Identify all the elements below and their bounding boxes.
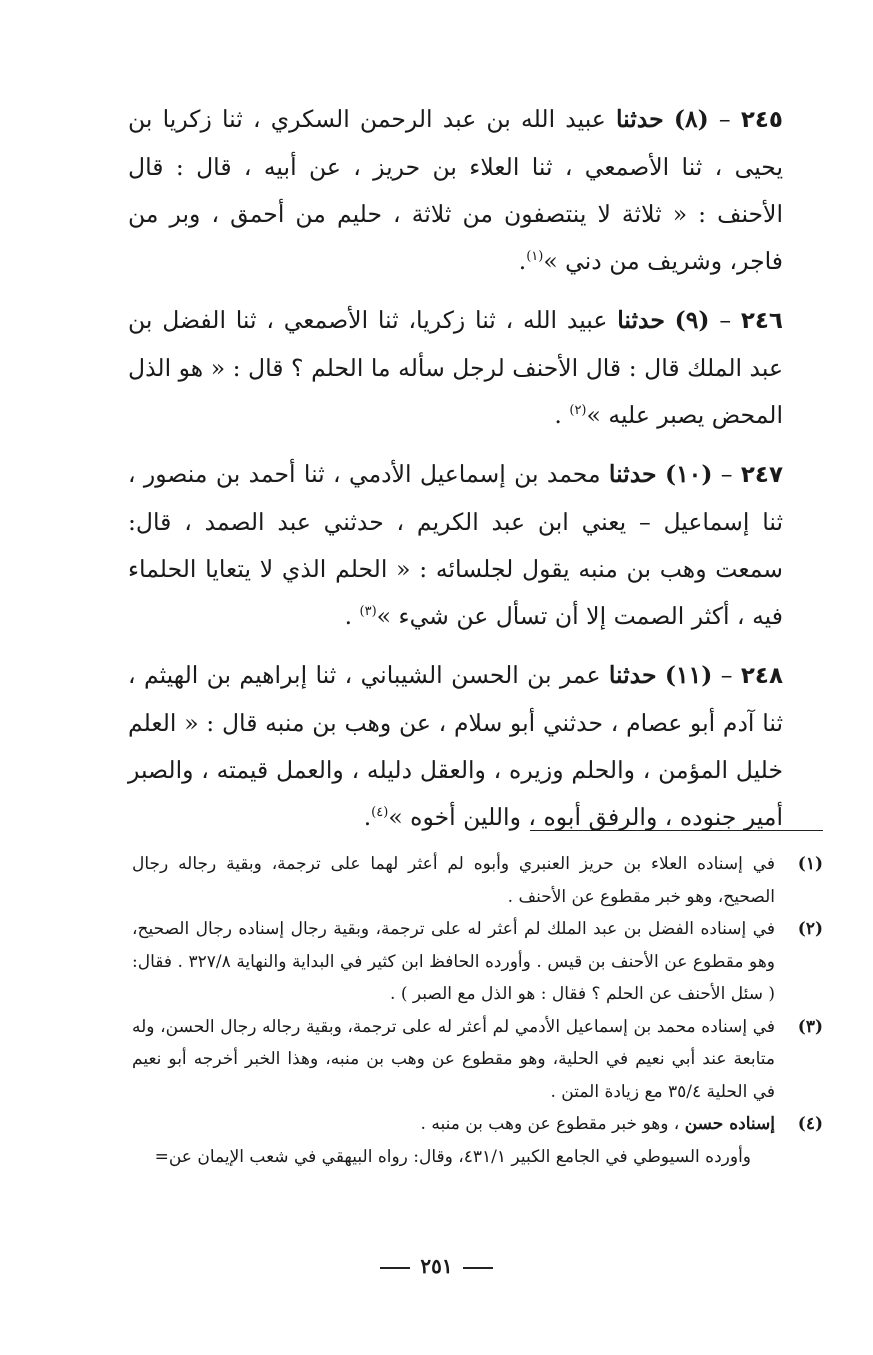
footnote-continuation: وأورده السيوطي في الجامع الكبير ٤٣١/١، وقال: رواه البيهقي في شعب الإيمان عن= — [154, 1146, 751, 1167]
page-number-dash-right — [380, 1267, 410, 1269]
footnote-ref: (٣) — [359, 604, 377, 620]
main-text — [128, 96, 783, 853]
footnote-ref: (٢) — [569, 403, 587, 419]
page-number-value: ٢٥١ — [420, 1254, 453, 1278]
entry-sequence: (٩) — [674, 306, 710, 334]
entry-text: عبيد الله ، ثنا زكريا، ثنا الأصمعي ، ثنا الفضل بن عبد الملك قال : قال الأحنف لرجل سأله ما الحلم ؟ قال : « هو الذل المحض يصبر عليه » — [128, 306, 783, 429]
footnote-1 — [132, 848, 823, 913]
entry-end: . — [363, 803, 372, 831]
footnote-mark: (٣) — [797, 1016, 823, 1037]
entry-text: عمر بن الحسن الشيباني ، ثنا إبراهيم بن الهيثم ، ثنا آدم أبو عصام ، حدثني أبو سلام ، عن وهب بن منبه قال : « العلم خليل المؤمن ، والحلم وزيره ، والعقل دليله ، والعمل قيمته ، والصبر أمير جنوده ، والرفق أبوه ، واللين أخوه » — [128, 661, 783, 831]
entry-text: عبيد الله بن عبد الرحمن السكري ، ثنا زكريا بن يحيى ، ثنا الأصمعي ، ثنا العلاء بن حريز ، عن أبيه ، قال : قال الأحنف : « ثلاثة لا ينتصفون من ثلاثة ، حليم من أحمق ، وبر من فاجر، وشريف من دني » — [128, 105, 783, 275]
footnote-ref: (٤) — [371, 805, 389, 821]
entry-sequence: (١٠) — [664, 460, 713, 488]
entry-248 — [128, 652, 783, 841]
entry-end: . — [344, 602, 360, 630]
entry-247 — [128, 451, 783, 640]
page-number — [0, 1254, 873, 1278]
entry-number: ٢٤٥ — [740, 107, 783, 133]
entry-separator: – — [708, 105, 741, 133]
footnote-2 — [132, 913, 823, 1011]
entry-number: ٢٤٧ — [740, 462, 784, 488]
page-number-dash-left — [463, 1267, 493, 1269]
footnote-text: في إسناده العلاء بن حريز العنبري وأبوه لم أعثر لهما على ترجمة، وبقية رجاله رجال الصحيح، وهو خبر مقطوع عن الأحنف . — [132, 854, 775, 907]
footnote-4 — [132, 1108, 823, 1141]
entry-text: محمد بن إسماعيل الأدمي ، ثنا أحمد بن منصور ، ثنا إسماعيل – يعني ابن عبد الكريم ، حدثني عبد الصمد ، قال: سمعت وهب بن منبه يقول لجلسائه : « الحلم الذي لا يتعايا الحلماء فيه ، أكثر الصمت إلا أن تسأل عن شيء » — [128, 460, 783, 630]
footnote-mark: (٤) — [797, 1114, 823, 1134]
entry-separator: – — [712, 661, 741, 689]
haddatha-word: حدثنا — [616, 105, 664, 133]
entry-246 — [128, 297, 783, 439]
footnote-ref: (١) — [526, 249, 544, 265]
footnote-mark: (٢) — [797, 919, 823, 939]
entry-separator: – — [709, 306, 741, 334]
footnote-3 — [132, 1011, 823, 1109]
entry-end: . — [518, 247, 527, 275]
footnotes — [132, 848, 823, 1173]
entry-245 — [128, 96, 783, 285]
footnote-divider — [530, 830, 823, 831]
footnote-mark: (١) — [797, 854, 823, 874]
haddatha-word: حدثنا — [617, 306, 665, 334]
haddatha-word: حدثنا — [608, 460, 657, 488]
footnote-grade: إسناده حسن — [684, 1114, 775, 1134]
footnote-text: ، وهو خبر مقطوع عن وهب بن منبه . — [420, 1114, 685, 1134]
entry-number: ٢٤٨ — [740, 663, 783, 689]
footnote-text: في إسناده محمد بن إسماعيل الأدمي لم أعثر له على ترجمة، وبقية رجاله رجال الحسن، وله متابعة عند أبي نعيم في الحلية، وهو مقطوع عن وهب بن منبه، وهذا الخبر أخرجه أبو نعيم في الحلية ٣٥/٤ مع زيادة المتن . — [132, 1016, 775, 1102]
footnote-text: في إسناده الفضل بن عبد الملك لم أعثر له على ترجمة، وبقية رجال إسناده رجال الصحيح، وهو مقطوع عن الأحنف بن قيس . وأورده الحافظ ابن كثير في البداية والنهاية ٣٢٧/٨ . فقال: ( سئل الأحنف عن الحلم ؟ فقال : هو الذل مع الصبر ) . — [132, 919, 775, 1004]
entry-end: . — [554, 401, 570, 429]
entry-separator: – — [712, 460, 741, 488]
entry-sequence: (٨) — [673, 105, 709, 133]
haddatha-word: حدثنا — [608, 661, 657, 689]
entry-number: ٢٤٦ — [740, 308, 783, 334]
entry-sequence: (١١) — [664, 661, 713, 689]
